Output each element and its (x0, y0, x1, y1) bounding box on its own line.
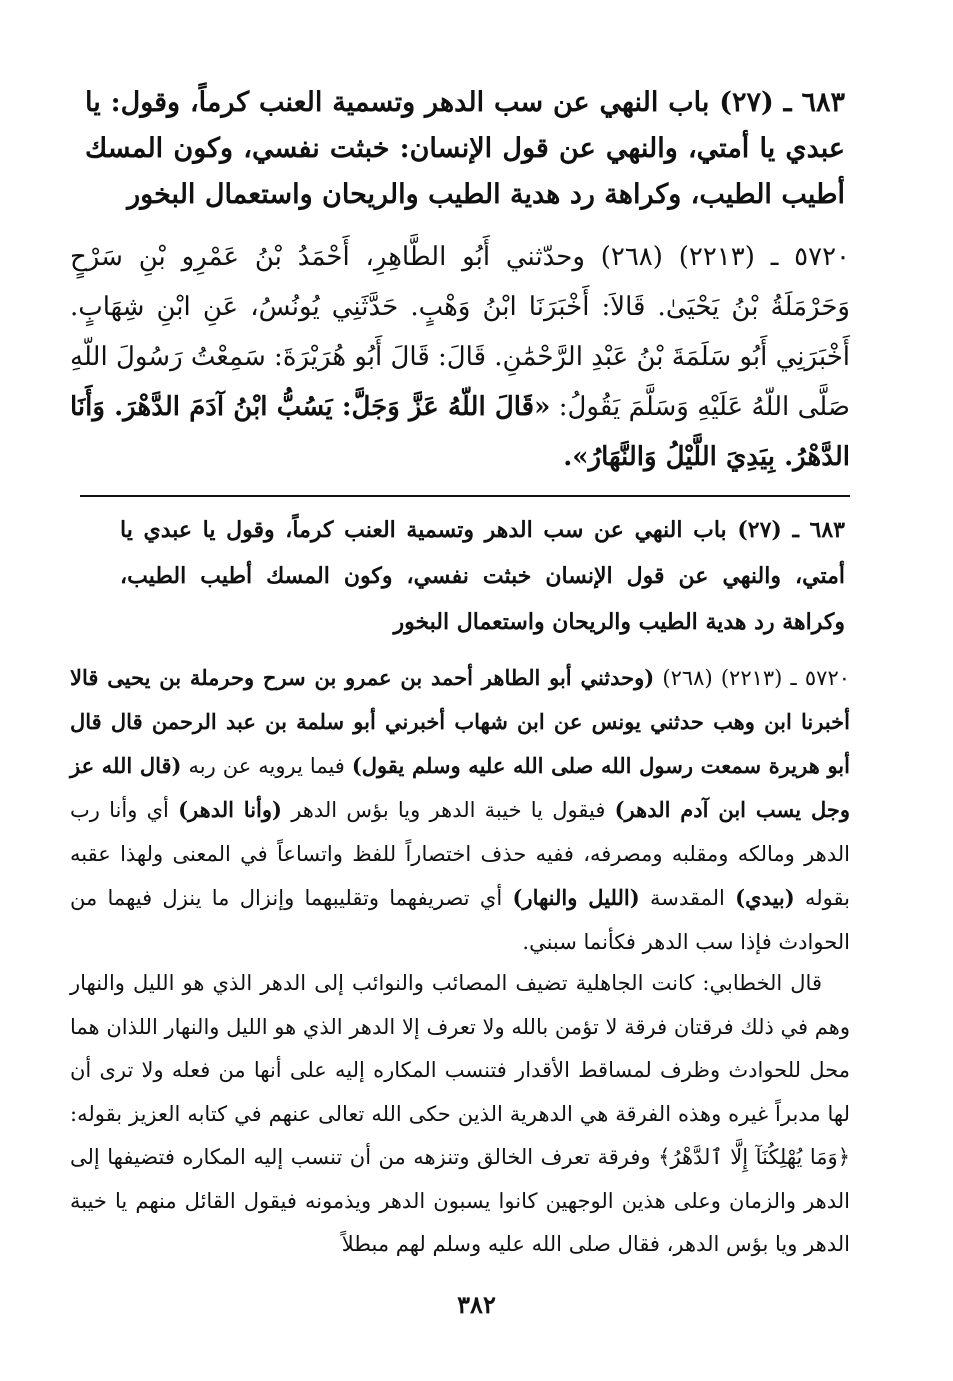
commentary-heading: ٦٨٣ ـ (٢٧) باب النهي عن سب الدهر وتسمية العنب كرماً، وقول يا عبدي يا أمتي، والنهي عن قول الإنسان خبثت نفسي، وكون المسك أطيب الطيب، وكراهة رد هدية الطيب والريحان واستعمال البخور (120, 517, 845, 635)
commentary-text: فيما يرويه عن ربه (188, 754, 345, 778)
commentary-quote: (بيدي) (735, 885, 795, 910)
khattabi-text: قال الخطابي: كانت الجاهلية تضيف المصائب والنوائب إلى الدهر الذي هو الليل والنهار وهم في ذلك فرقتان فرقة لا تؤمن بالله ولا تعرف إلا الدهر الذي هو الليل والنهار اللذان هما محل للحوادث وظرف لمساقط الأقدار فتنسب المكاره إليه على أنها من فعله ولا ترى أن لها مدبراً غيره وهذه الفرقة هي الدهرية الذين حكى الله تعالى عنهم في كتابه العزيز بقوله: ﴿وَمَا يُهْلِكُنَآ إِلَّا ٱلدَّهْرُ﴾ وفرقة تعرف الخالق وتنزهه من أن تنسب إليه المكاره فتضيفها إلى الدهر والزمان وعلى هذين الوجهين كانوا يسبون الدهر ويذمونه فيقول القائل منهم يا خيبة الدهر ويا بؤس الدهر، فقال صلى الله عليه وسلم لهم مبطلاً (70, 971, 850, 1256)
hadith-isnad: ٥٧٢٠ ـ (٢٢١٣) (٢٦٨) وحدّثني أَبُو الطَّاهِرِ، أَحْمَدُ بْنُ عَمْرِو بْنِ سَرْحٍ وَحَرْمَلَةُ بْنُ يَحْيَىٰ. قَالاَ: أَخْبَرَنَا ابْنُ وَهْبٍ. حَدَّثَنِي يُونُسُ، عَنِ ابْنِ شِهَابٍ. أَخْبَرَنِي أَبُو سَلَمَةَ بْنُ عَبْدِ الرَّحْمَٰنِ. قَالَ: قَالَ أَبُو هُرَيْرَةَ: سَمِعْتُ رَسُولَ اللّهِ صَلَّى اللّهُ عَلَيْهِ وَسَلَّمَ يَقُولُ: (70, 242, 850, 422)
commentary-number: ٥٧٢٠ ـ (٢٢١٣) (٢٦٨) (662, 666, 851, 690)
hadith-matn: «قَالَ اللّهُ عَزَّ وَجَلَّ: يَسُبُّ ابْنُ آدَمَ الدَّهْرَ. وَأَنَا الدَّهْرُ. بِيَدِيَ اللَّيْلُ وَالنَّهَارُ». (70, 392, 850, 472)
commentary-text: المقدسة (649, 886, 725, 910)
section-heading: ٦٨٣ ـ (٢٧) باب النهي عن سب الدهر وتسمية العنب كرماً، وقول: يا عبدي يا أمتي، والنهي عن قول الإنسان: خبثت نفسي، وكون المسك أطيب الطيب، وكراهة رد هدية الطيب والريحان واستعمال البخور (85, 87, 845, 210)
commentary-quote: (قال الله عز وجل يسب ابن آدم الدهر) (70, 753, 850, 822)
commentary-paragraph (70, 656, 850, 964)
commentary-text: أي وأنا رب الدهر ومالكه ومقلبه ومصرفه، ففيه حذف اختصاراً للفظ واتساعاً في المعنى ولهذا عقبه بقوله (70, 798, 850, 910)
divider-line (80, 495, 850, 497)
commentary-isnad: (وحدثني أبو الطاهر أحمد بن عمرو بن سرح وحرملة بن يحيى قالا أخبرنا ابن وهب حدثني يونس عن ابن شهاب أخبرني أبو سلمة بن عبد الرحمن قال قال أبو هريرة سمعت رسول الله صلى الله عليه وسلم يقول) (70, 665, 850, 778)
commentary-quote: (وأنا الدهر) (178, 797, 282, 822)
commentary-text: أي تصريفهما وتقليبهما وإنزال ما ينزل فيهما من الحوادث فإذا سب الدهر فكأنما سبني. (70, 886, 850, 954)
commentary-text: فيقول يا خيبة الدهر ويا بؤس الدهر (291, 798, 606, 822)
commentary-quote: (الليل والنهار) (512, 885, 640, 910)
khattabi-paragraph (70, 962, 850, 1267)
page-number: ٣٨٢ (457, 1290, 496, 1319)
hadith-text (70, 232, 850, 482)
